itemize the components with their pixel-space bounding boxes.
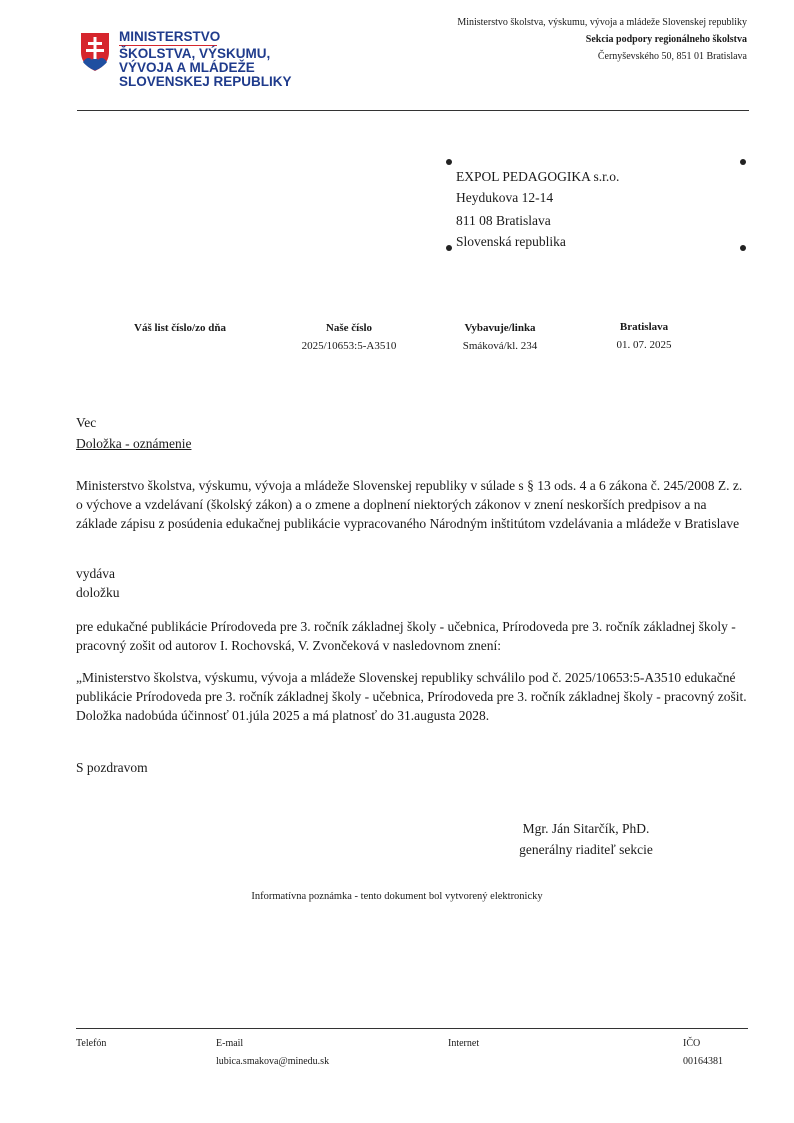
footer-internet xyxy=(448,1035,479,1053)
paragraph-3: „Ministerstvo školstva, výskumu, vývoja a mládeže Slovenskej republiky schválilo pod č. 2025/10653:5-A3510 edukačné publikácie Prírodoveda pre 3. ročník základnej školy - učebnica, Prírodoveda pre 3. ročník základnej školy - pracovný zošit. Doložka nadobúda účinnosť 01.júla 2025 a má platnosť do 31.augusta 2028. xyxy=(76,670,747,723)
corner-mark-top-right xyxy=(740,159,746,165)
paragraph-1: Ministerstvo školstva, výskumu, vývoja a mládeže Slovenskej republiky v súlade s § 13 ods. 4 a 6 zákona č. 245/2008 Z. z. o výchove a vzdelávaní (školský zákon) a o zmene a doplnení niektorých zákonov v znení neskorších predpisov a na základe zápisu z posúdenia edukačnej publikácie vypracovaného Národným inštitútom vzdelávania a mládeže v Bratislave xyxy=(76,478,743,531)
footer-email xyxy=(216,1035,329,1071)
ref-handled-by-label: Vybavuje/linka xyxy=(464,322,536,334)
footer-phone-label: Telefón xyxy=(76,1038,107,1049)
logo-line-4: SLOVENSKEJ REPUBLIKY xyxy=(119,74,292,89)
recipient-name: EXPOL PEDAGOGIKA s.r.o. xyxy=(456,169,620,184)
ministry-logo-text xyxy=(119,30,292,89)
footer-email-label: E-mail xyxy=(216,1038,244,1049)
ref-our-number-label: Naše číslo xyxy=(325,322,373,334)
corner-mark-bottom-left xyxy=(446,245,452,251)
issues-text: vydáva xyxy=(76,566,115,581)
ref-handled-by xyxy=(430,320,570,354)
coat-of-arms-icon xyxy=(80,32,110,72)
recipient-street: Heydukova 12-14 xyxy=(456,190,554,205)
corner-mark-bottom-right xyxy=(740,245,746,251)
recipient-address xyxy=(456,166,619,252)
subject xyxy=(76,434,748,453)
paragraph-2: pre edukačné publikácie Prírodoveda pre 3. ročník základnej školy - učebnica, Prírodoveda pre 3. ročník základnej školy - pracovný zošit od autorov I. Rochovská, V. Zvončeková v nasledovnom znení: xyxy=(76,619,736,653)
corner-mark-top-left xyxy=(446,159,452,165)
header-divider xyxy=(77,110,749,111)
ref-your-letter xyxy=(110,320,250,336)
footer-internet-label: Internet xyxy=(448,1038,480,1049)
clause-text: doložku xyxy=(76,585,120,600)
footer-ico xyxy=(683,1035,723,1071)
footer-ico-value: 00164381 xyxy=(683,1056,723,1067)
footer-phone xyxy=(76,1035,106,1053)
header-ministry: Ministerstvo školstva, výskumu, vývoja a mládeže Slovenskej republiky xyxy=(457,17,747,28)
signature-block xyxy=(486,818,686,860)
greeting: S pozdravom xyxy=(76,760,148,775)
ref-date-value: 01. 07. 2025 xyxy=(616,339,672,351)
ref-place-label: Bratislava xyxy=(619,321,669,333)
header-section: Sekcia podpory regionálneho školstva xyxy=(585,34,747,45)
footer-ico-label: IČO xyxy=(683,1038,701,1049)
footer-divider xyxy=(76,1028,748,1029)
signer-title: generálny riaditeľ sekcie xyxy=(519,842,653,857)
signer-name: Mgr. Ján Sitarčík, PhD. xyxy=(522,821,650,836)
ref-handled-by-value: Smáková/kl. 234 xyxy=(462,340,538,352)
header-address: Černyševského 50, 851 01 Bratislava xyxy=(597,51,747,62)
subject-text: Doložka - oznámenie xyxy=(76,436,192,451)
electronic-document-note: Informatívna poznámka - tento dokument bol vytvorený elektronicky xyxy=(251,891,543,902)
recipient-city: 811 08 Bratislava xyxy=(456,213,551,228)
recipient-country: Slovenská republika xyxy=(456,234,566,249)
ref-your-letter-label: Váš list číslo/zo dňa xyxy=(134,322,226,334)
ref-our-number xyxy=(279,320,419,354)
ref-place-date xyxy=(574,319,714,353)
subject-label: Vec xyxy=(76,415,97,430)
logo-line-1: MINISTERSTVO xyxy=(119,29,221,44)
ref-our-number-value: 2025/10653:5-A3510 xyxy=(301,340,397,352)
logo-line-3: VÝVOJA A MLÁDEŽE xyxy=(119,60,255,75)
footer-email-value[interactable]: lubica.smakova@minedu.sk xyxy=(216,1056,330,1067)
sender-header xyxy=(457,14,747,65)
logo-line-2: ŠKOLSTVA, VÝSKUMU, xyxy=(119,46,271,61)
